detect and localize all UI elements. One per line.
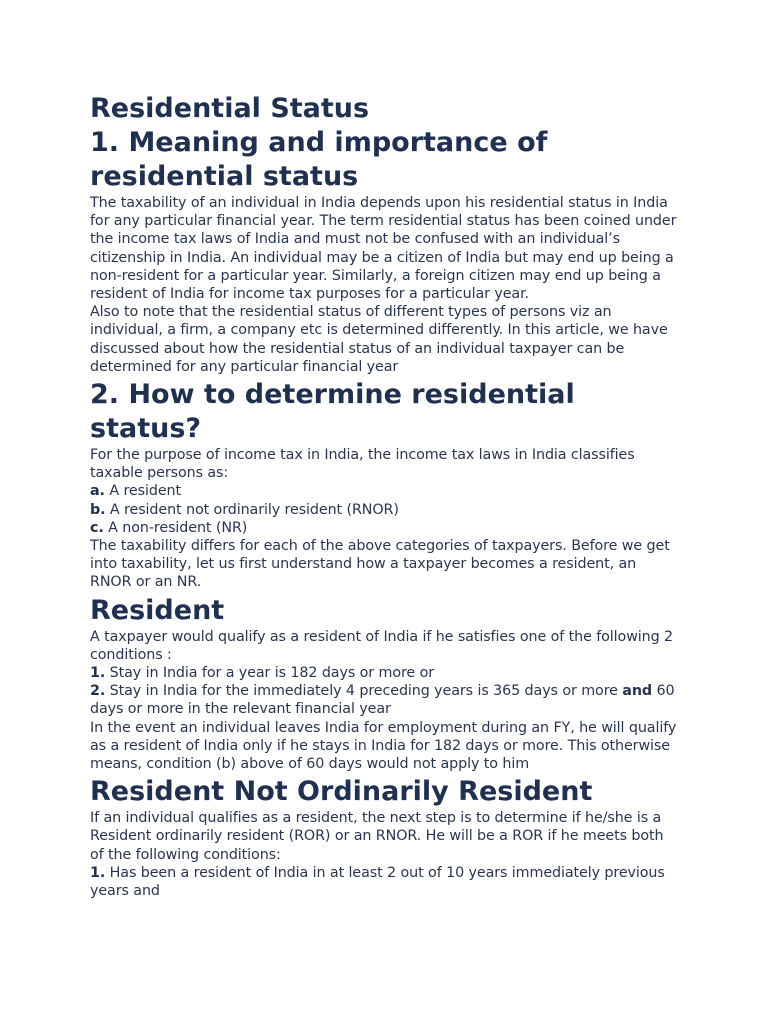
resident-heading: Resident: [90, 594, 225, 626]
condition-and: and: [622, 683, 653, 700]
list-item: [90, 519, 680, 537]
rnor-heading: Resident Not Ordinarily Resident: [90, 776, 593, 808]
rnor-intro: If an individual qualifies as a resident, the next step is to determine if he/she is a Resident ordinarily resident (ROR) or an RNOR. He will be a ROR if he meets both of the following conditions:: [90, 810, 664, 863]
condition-item: [90, 664, 680, 682]
list-item: [90, 482, 680, 500]
list-text: A non-resident (NR): [103, 519, 248, 536]
section-2-heading: 2. How to determine residential status?: [90, 379, 575, 445]
section-1-paragraph-2: Also to note that the residential status of different types of persons viz an individual, a firm, a company etc is determined differently. In this article, we have discussed about how the residential status of an individual taxpayer can be determined for any particular financial year: [90, 304, 668, 375]
resident-outro: In the event an individual leaves India for employment during an FY, he will qualify as a resident of India only if he stays in India for 182 days or more. This otherwise means, condition (b) above of 60 days would not apply to him: [90, 719, 677, 773]
document-title: Residential Status: [90, 93, 370, 124]
list-marker: c.: [90, 519, 104, 536]
section-1-heading: 1. Meaning and importance of residential status: [90, 127, 548, 192]
condition-text: 60 days or more in the relevant financial year: [90, 683, 675, 718]
condition-marker: 1.: [90, 864, 106, 881]
condition-item: [90, 682, 680, 718]
list-item: [90, 501, 680, 519]
condition-text: Has been a resident of India in at least 2 out of 10 years immediately previous years and: [90, 864, 665, 900]
section-2-outro: The taxability differs for each of the above categories of taxpayers. Before we get into taxability, let us first understand how a taxpayer becomes a resident, an RNOR or an NR.: [90, 538, 670, 591]
condition-text: Stay in India for the immediately 4 preceding years is 365 days or more: [105, 683, 623, 700]
list-marker: b.: [90, 501, 106, 518]
condition-marker: 2.: [90, 683, 106, 700]
document-page: [90, 92, 680, 900]
list-text: A resident: [104, 483, 181, 500]
condition-marker: 1.: [90, 665, 106, 682]
resident-intro: A taxpayer would qualify as a resident of India if he satisfies one of the following 2 conditions :: [90, 628, 674, 663]
condition-text: Stay in India for a year is 182 days or more or: [105, 665, 434, 682]
section-1-paragraph-1: The taxability of an individual in India depends upon his residential status in India for any particular financial year. The term residential status has been coined under the income tax laws of India and must not be confused with an individual’s citizenship in India. An individual may be a citizen of India but may end up being a non-resident for a particular year. Similarly, a foreign citizen may end up being a resident of India for income tax purposes for a particular year.: [90, 195, 677, 303]
condition-item: [90, 864, 680, 900]
list-text: A resident not ordinarily resident (RNOR): [105, 501, 399, 518]
section-2-intro: For the purpose of income tax in India, the income tax laws in India classifies taxable persons as:: [90, 447, 635, 482]
list-marker: a.: [90, 483, 105, 500]
